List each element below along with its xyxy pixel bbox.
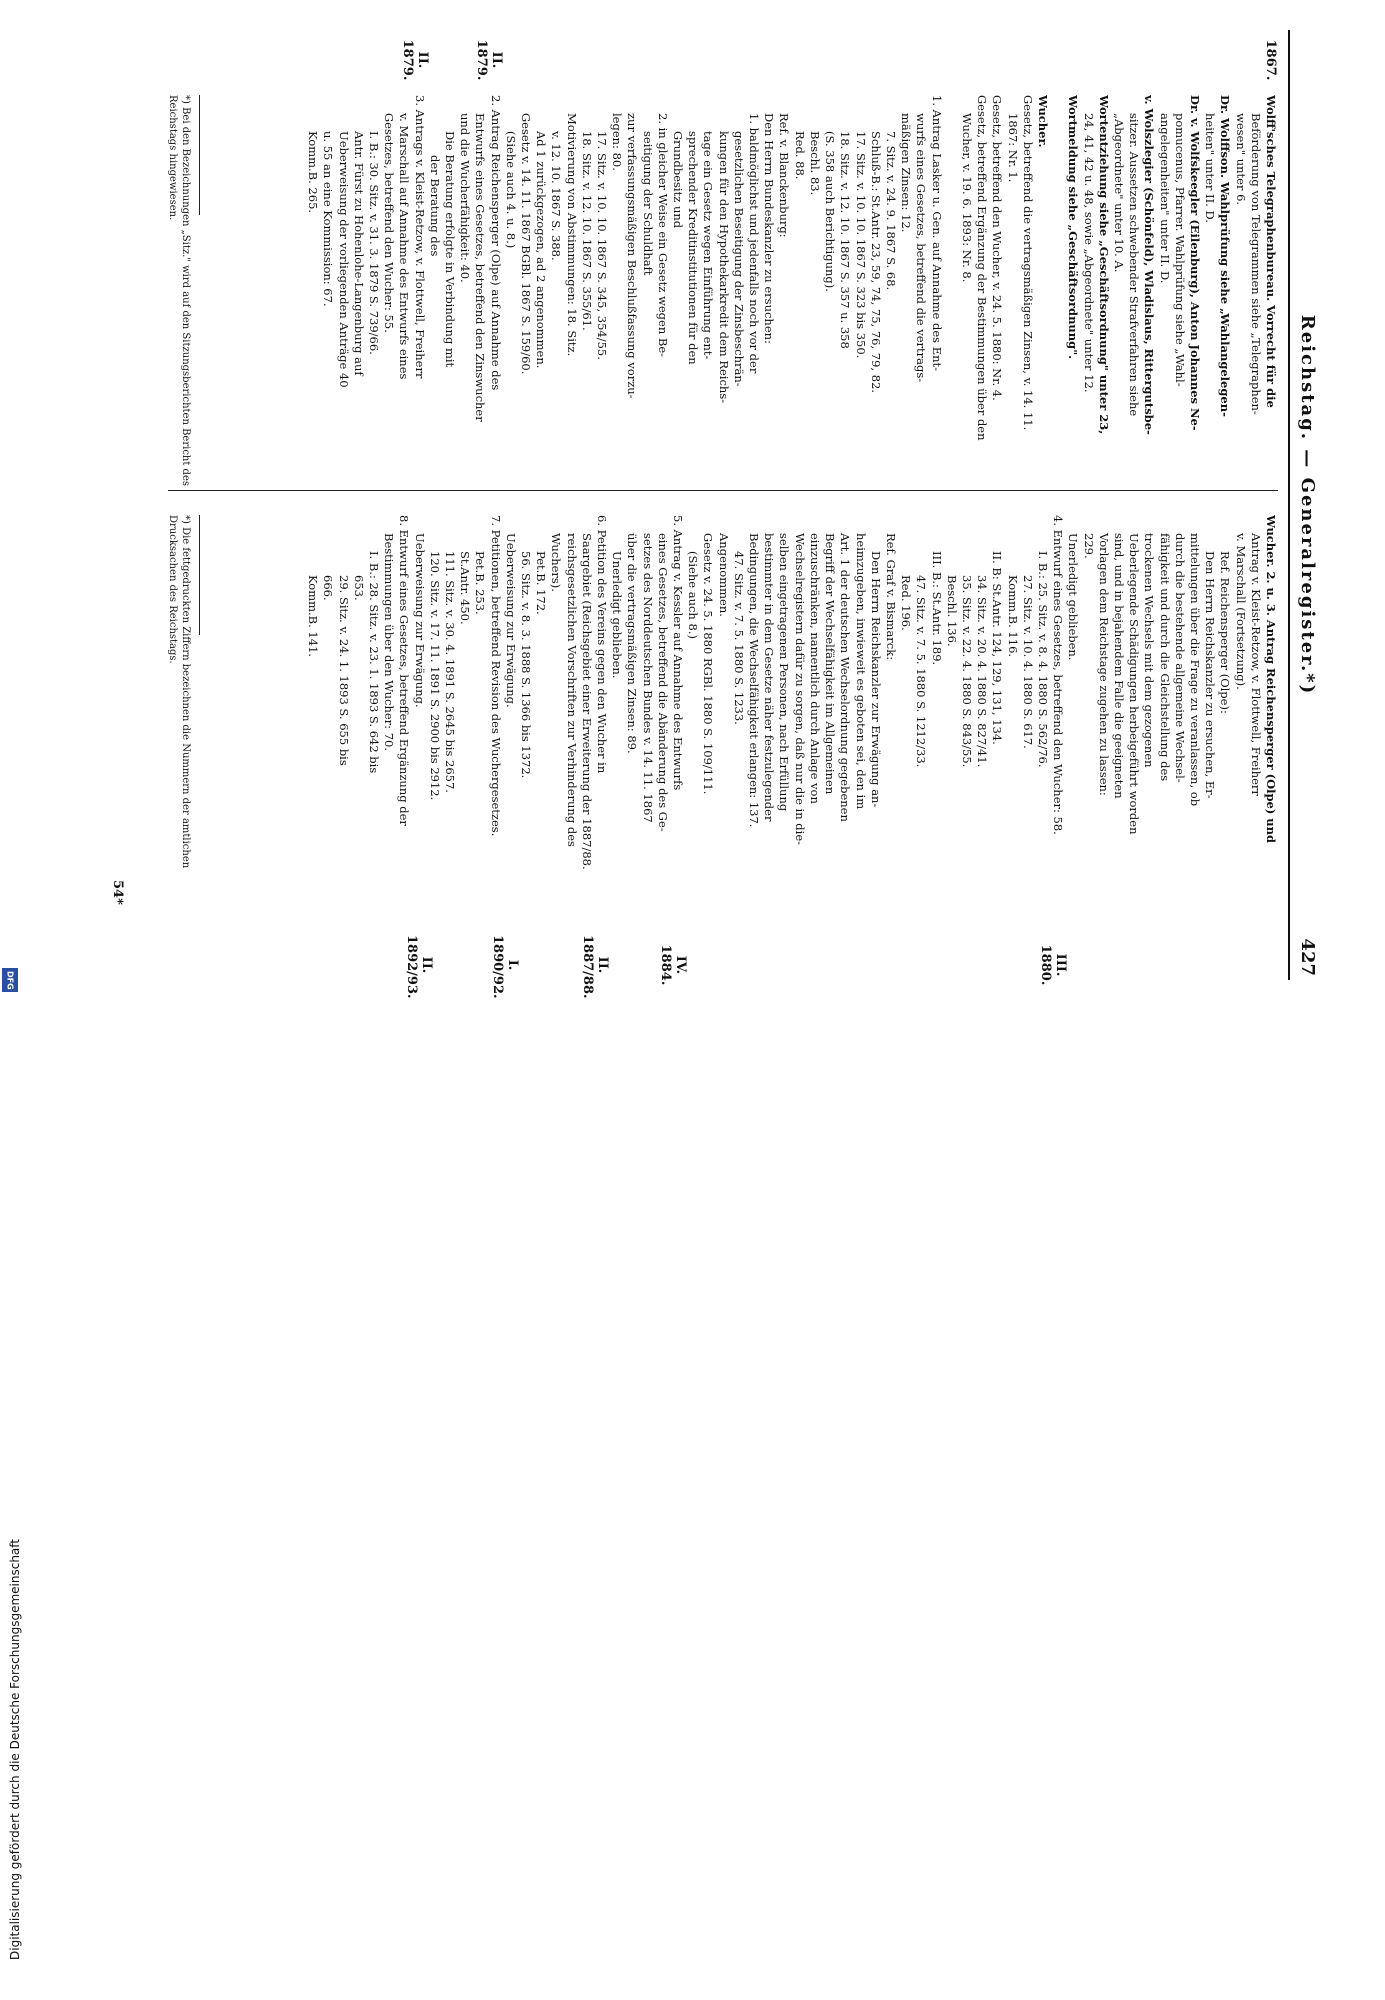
text-line: Gesetz v. 24. 5. 1880 RGBl. 1880 S. 109/111.: [701, 533, 716, 795]
text-line: heiten" unter II. D.: [1203, 113, 1218, 223]
margin-note: 1867.: [1263, 39, 1278, 81]
sheet-signature: 54*: [110, 880, 125, 905]
text-line: v. Marschall auf Annahme des Entwurfs eines: [397, 113, 412, 380]
text-line: Wucher. 2. u. 3. Antrag Reichensperger (Olpe) und: [1264, 515, 1278, 844]
text-line: Komm.B. 265.: [306, 131, 321, 214]
text-line: 4. Entwurf eines Gesetzes, betreffend den Wucher: 58.: [1051, 515, 1066, 835]
text-line: seitigung der Schuldhaft: [640, 131, 655, 276]
text-line: „Abgeordnete" unter 10. A.: [1111, 113, 1126, 273]
text-line: der Beratung des: [427, 155, 442, 257]
text-line: Dr. v. Wolfskeegler (Eilenburg), Anton Johannes Ne-: [1187, 95, 1202, 431]
text-line: trockenen Wechsels mit dem gezogenen: [1142, 533, 1157, 768]
text-line: (S. 358 auch Berichtigung).: [823, 131, 838, 292]
text-line: Pet.B. 253.: [473, 551, 488, 615]
text-line: Wortmeldung siehe „Geschäftsordnung".: [1066, 95, 1081, 360]
text-line: Antrag v. Kleist-Retzow, v. Flottwell, Freiherr: [1248, 533, 1263, 796]
text-line: Ueberweisung zur Erwägung.: [503, 533, 518, 708]
text-line: Den Herrn Reichskanzler zu ersuchen, Er-: [1203, 551, 1218, 799]
text-line: Den Herrn Bundeskanzler zu ersuchen:: [762, 113, 777, 344]
footnote-rule-right: [199, 515, 200, 635]
text-line: kungen für den Hypothekarkredit dem Reichs-: [716, 131, 731, 404]
text-line: 3. Antrags v. Kleist-Retzow, v. Flottwell, Freiherr: [412, 95, 427, 379]
margin-note: IV. 1884.: [658, 944, 688, 986]
text-line: Dr. Wolffson. Wahlprüfung siehe „Wahlangelegen-: [1218, 95, 1233, 417]
credit-text: Digitalisierung gefördert durch die Deutsche Forschungsgemeinschaft: [8, 1538, 22, 1960]
text-line: Art. 1 der deutschen Wechselordnung gegebenen: [838, 533, 853, 822]
text-line: Beschl. 136.: [944, 575, 959, 647]
text-line: und die Wucherfähigkeit: 40.: [458, 113, 473, 283]
text-line: 47. Sitz. v. 7. 5. 1880 S. 1233.: [731, 551, 746, 725]
text-line: I. B.: 25. Sitz. v. 8. 4. 1880 S. 562/76.: [1035, 551, 1050, 768]
text-line: Ref. Graf v. Bismarck:: [883, 533, 898, 661]
text-line: v. Marschall (Fortsetzung).: [1233, 533, 1248, 690]
text-line: 56. Sitz. v. 8. 3. 1888 S. 1366 bis 1372.: [519, 551, 534, 779]
text-line: Beschl. 83.: [807, 131, 822, 196]
text-line: Gesetz, betreffend Ergänzung der Bestimmungen über den: [975, 95, 990, 441]
dfg-logo-icon: DFG: [2, 968, 18, 992]
text-line: 1. Antrag Lasker u. Gen. auf Annahme des Ent-: [929, 95, 944, 372]
text-line: Bestimmungen über den Wucher: 70.: [382, 533, 397, 751]
text-line: 29. Sitz. v. 24. 1. 1893 S. 655 bis: [336, 575, 351, 766]
text-line: I. B.: 28. Sitz. v. 23. 1. 1893 S. 642 bis: [367, 551, 382, 774]
text-line: zur verfassungsmäßigen Beschlußfassung vorzu-: [625, 113, 640, 399]
text-line: [1050, 95, 1065, 535]
text-line: 2. in gleicher Weise ein Gesetz wegen Be-: [655, 113, 670, 358]
text-line: Ref. v. Blanckenburg:: [777, 113, 792, 238]
text-line: Ueberweisung zur Erwägung.: [412, 533, 427, 708]
text-line: Pet.B. 172.: [534, 551, 549, 615]
text-line: heimzugeben, inwieweit es geboten sei, den im: [853, 533, 868, 810]
left-text-column: [305, 95, 1278, 535]
column-divider: [168, 490, 1278, 491]
text-line: Schluß-B.: St.Antr. 23, 59, 74, 75, 76, 79, 82.: [868, 131, 883, 394]
text-line: Motivierung von Abstimmungen: 18. Sitz.: [564, 113, 579, 357]
text-line: Wucher, v. 19. 6. 1893: Nr. 8.: [959, 113, 974, 283]
digitization-credit: [0, 960, 40, 2000]
text-line: Ad 1 zurückgezogen, ad 2 angenommen.: [534, 131, 549, 369]
margin-note: II. 1879.: [400, 39, 430, 81]
text-line: (Siehe auch 8.): [686, 551, 701, 639]
text-line: 1. baldmöglichst und jedenfalls noch vor der: [747, 113, 762, 374]
text-line: Red. 196.: [899, 575, 914, 631]
text-line: Red. 88.: [792, 131, 807, 180]
text-line: mäßigen Zinsen: 12.: [899, 113, 914, 233]
text-line: 47. Sitz. v. 7. 5. 1880 S. 1212/33.: [914, 575, 929, 768]
margin-note: III. 1880.: [1038, 944, 1068, 986]
text-line: 17. Sitz. v. 10. 10. 1867 S. 345, 354/55.: [595, 131, 610, 360]
text-line: Gesetz, betreffend die vertragsmäßigen Zinsen, v. 14. 11.: [1020, 95, 1035, 431]
text-line: 18. Sitz. v. 12. 10. 1867 S. 355/61.: [579, 131, 594, 331]
margin-note: II. 1892/93.: [404, 935, 434, 999]
text-line: einzuschränken, namentlich durch Anlage von: [807, 533, 822, 804]
text-line: III. B.: St.Antr. 189.: [929, 551, 944, 666]
text-line: Unerledigt geblieben.: [610, 551, 625, 679]
text-line: sprechender Kreditinstitutionen für den: [686, 131, 701, 365]
text-line: mittelungen über die Frage zu veranlassen, ob: [1187, 533, 1202, 807]
text-line: 27. Sitz. v. 10. 4. 1880 S. 617.: [1020, 575, 1035, 749]
text-line: 6. Petition des Vereins gegen den Wucher in: [595, 515, 610, 774]
text-line: Begriff der Wechselfähigkeit im Allgemeinen: [823, 533, 838, 795]
text-line: 2. Antrag Reichensperger (Olpe) auf Annahme des: [488, 95, 503, 391]
text-line: Wuchers).: [549, 533, 564, 592]
text-line: tage ein Gesetz wegen Einführung ent-: [701, 131, 716, 360]
text-line: Ueberweisung der vorliegenden Anträge 40: [336, 131, 351, 388]
text-line: Ueberlegende Schädigungen herbeigeführt worden: [1127, 533, 1142, 835]
text-line: v. 12. 10. 1867 S. 388.: [549, 131, 564, 261]
text-line: wesen" unter 6.: [1233, 113, 1248, 206]
footnote-left: *) Bei den Bezeichnungen „Sitz." wird auf den Sitzungsberichten Bericht des Reichstags hingewiesen.: [167, 95, 191, 487]
text-line: Wortentziehung siehe „Geschäftsordnung" unter 23,: [1096, 95, 1111, 435]
text-line: eines Gesetzes, betreffend die Abänderung des Ge-: [655, 533, 670, 832]
text-line: Angenommen.: [716, 533, 731, 617]
footnote-rule-left: [199, 95, 200, 215]
text-line: Saargebiet (Reichsgebiet einer Erweiterung der 1887/88.: [579, 533, 594, 870]
text-line: 18. Sitz. v. 12. 10. 1867 S. 357 u. 358: [838, 131, 853, 349]
text-line: 8. Entwurf eines Gesetzes, betreffend Ergänzung der: [397, 515, 412, 826]
text-line: legen: 80.: [610, 113, 625, 171]
text-line: angelegenheiten" unter II. D.: [1157, 113, 1172, 284]
text-line: Gesetz, betreffend den Wucher, v. 24. 5. 1880: Nr. 4.: [990, 95, 1005, 401]
text-line: gesetzlichen Beseitigung der Zinsbeschrän-: [731, 131, 746, 387]
text-line: Grundbesitz und: [671, 131, 686, 229]
text-line: 120. Sitz. v. 17. 11. 1891 S. 2900 bis 2912.: [427, 551, 442, 801]
text-line: über die vertragsmäßigen Zinsen: 89.: [625, 533, 640, 754]
text-line: [944, 95, 959, 535]
margin-note: II. 1879.: [474, 39, 504, 81]
text-line: Wechselregistern dafür zu sorgen, daß nur die in die-: [792, 533, 807, 846]
text-line: bestimmter in dem Gesetze näher festzulegender: [762, 533, 777, 822]
text-line: (Siehe auch 4. u. 8.): [503, 131, 518, 249]
text-line: selben eingetragenen Personen, nach Erfüllung: [777, 533, 792, 812]
text-line: Entwurfs eines Gesetzes, betreffend den Zinswucher: [473, 113, 488, 422]
page-title: Reichstag. — Generalregister.*): [1297, 314, 1318, 696]
text-line: sitzer. Aussetzen schwebender Strafverfahren siehe: [1127, 113, 1142, 417]
text-line: pomucenus, Pfarrer. Wahlprüfung siehe „Wahl-: [1172, 113, 1187, 387]
text-line: Ref. Reichensperger (Olpe):: [1218, 551, 1233, 714]
text-line: St.Antr. 450.: [458, 551, 473, 625]
text-line: sind, und in bejahendem Falle die geeigneten: [1111, 533, 1126, 799]
text-line: reichsgesetzlichen Vorschriften zur Verhinderung des: [564, 533, 579, 847]
text-line: 7. Petitionen, betreffend Revision des Wuchergesetzes.: [488, 515, 503, 837]
text-line: Gesetz v. 14. 11. 1867 BGBl. 1867 S. 159/60.: [519, 113, 534, 375]
text-line: Vorlagen dem Reichstage zugehen zu lassen:: [1096, 533, 1111, 796]
text-line: 35. Sitz. v. 22. 4. 1880 S. 843/55.: [959, 575, 974, 768]
text-line: II. B: St.Antr. 124, 129, 131, 134.: [990, 551, 1005, 745]
text-line: Wolff'sches Telegraphenbureau. Vorrecht für die: [1264, 95, 1278, 408]
rotated-scan-page: [30, 0, 1330, 1000]
text-line: v. Wolszlegier (Schönfeld), Wladislaus, Rittergutsbe-: [1142, 95, 1157, 435]
text-line: Komm.B. 141.: [306, 575, 321, 658]
page-header: [1288, 30, 1318, 980]
text-line: Wucher.: [1035, 95, 1050, 148]
text-line: Beförderung von Telegrammen siehe „Telegraphen-: [1248, 113, 1263, 415]
text-line: 24, 41, 42 u. 48, sowie „Abgeordnete" unter 12.: [1081, 113, 1096, 393]
text-line: Bedingungen, die Wechselfähigkeit erlangen: 137.: [747, 533, 762, 828]
text-line: 1867: Nr. 1.: [1005, 113, 1020, 183]
right-text-column: [305, 515, 1278, 935]
text-line: Den Herrn Reichskanzler zur Erwägung an-: [868, 551, 883, 808]
text-line: 34. Sitz. v. 20. 4. 1880 S. 827/41.: [975, 575, 990, 768]
text-line: fähigkeit und durch die Gleichstellung des: [1157, 533, 1172, 782]
text-line: Die Beratung erfolgte in Verbindung mit: [443, 131, 458, 368]
page-number: 427: [1297, 938, 1318, 976]
text-line: Unerledigt geblieben.: [1066, 533, 1081, 661]
text-line: 653.: [351, 575, 366, 601]
text-line: Komm.B. 116.: [1005, 575, 1020, 658]
text-line: Gesetzes, betreffend den Wucher: 55.: [382, 113, 397, 333]
text-line: setzes des Norddeutschen Bundes v. 14. 11. 1867: [640, 533, 655, 823]
text-line: wurfs eines Gesetzes, betreffend die vertrags-: [914, 113, 929, 383]
text-line: 5. Antrag v. Kessler auf Annahme des Entwurfs: [671, 515, 686, 791]
margin-note: I. 1890/92.: [490, 935, 520, 999]
margin-note: II. 1887/88.: [580, 935, 610, 999]
footnote-right: *) Die fettgedruckten Ziffern bezeichnen die Nummern der amtlichen Drucksachen des Reichstags.: [167, 515, 191, 869]
text-line: u. 55 an eine Kommission: 67.: [321, 131, 336, 307]
text-line: 7. Sitz. v. 24. 9. 1867 S. 68.: [883, 131, 898, 291]
text-line: 229.: [1081, 533, 1096, 559]
text-line: durch die bestehende allgemeine Wechsel-: [1172, 533, 1187, 783]
text-line: 111. Sitz. v. 30. 4. 1891 S. 2645 bis 2657.: [443, 551, 458, 793]
text-line: 17. Sitz. v. 10. 10. 1867 S. 323 bis 350.: [853, 131, 868, 359]
text-line: I. B.: 30. Sitz. v. 31. 3. 1879 S. 739/66.: [367, 131, 382, 355]
text-line: 666.: [321, 575, 336, 601]
text-line: Antr. Fürst zu Hohenlohe-Langenburg auf: [351, 131, 366, 376]
